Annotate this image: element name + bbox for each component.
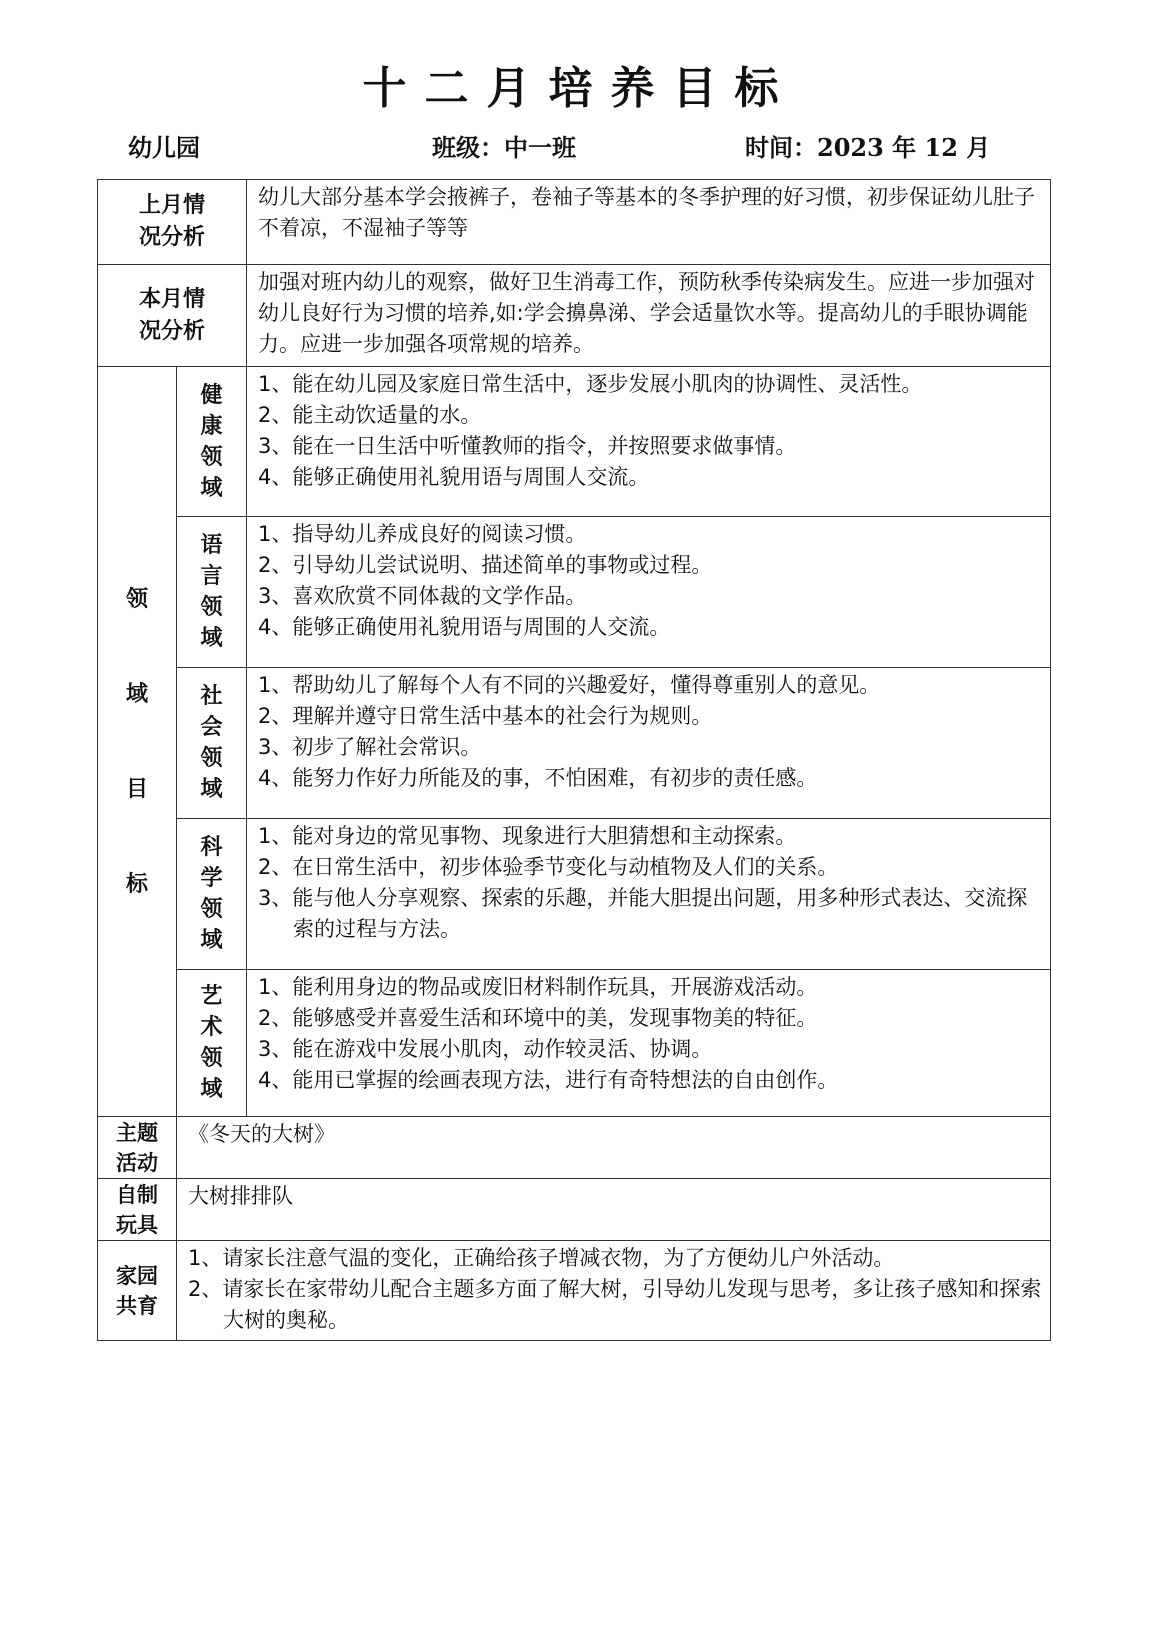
last-month-text: 幼儿大部分基本学会掖裤子，卷袖子等基本的冬季护理的好习惯，初步保证幼儿肚子不着凉，不湿袖子等等	[247, 180, 1051, 265]
social-row	[98, 668, 1051, 819]
health-domain-goals	[247, 367, 1051, 517]
home-row	[98, 1241, 1051, 1341]
plan-table	[97, 179, 1051, 1341]
language-row	[98, 517, 1051, 668]
theme-row	[98, 1117, 1051, 1179]
list-item: 2、引导幼儿尝试说明、描述简单的事物或过程。	[258, 553, 713, 577]
list-item: 3、能在游戏中发展小肌肉，动作较灵活、协调。	[258, 1037, 713, 1061]
list-item: 3、能与他人分享观察、探索的乐趣，并能大胆提出问题，用多种形式表达、交流探索的过程与方法。	[258, 886, 1028, 941]
last-month-label: 上月情况分析	[98, 180, 247, 265]
health-domain-label: 健 康 领 域	[177, 367, 247, 517]
home-text	[177, 1241, 1051, 1341]
list-item: 3、能在一日生活中听懂教师的指令，并按照要求做事情。	[258, 434, 797, 458]
list-item: 2、请家长在家带幼儿配合主题多方面了解大树，引导幼儿发现与思考，多让孩子感知和探索大树的奥秘。	[188, 1277, 1042, 1332]
list-item: 1、能在幼儿园及家庭日常生活中，逐步发展小肌肉的协调性、灵活性。	[258, 372, 923, 396]
class-label: 班级：中一班	[432, 134, 576, 162]
list-item: 1、请家长注意气温的变化，正确给孩子增减衣物，为了方便幼儿户外活动。	[188, 1246, 895, 1270]
theme-text: 《冬天的大树》	[177, 1117, 1051, 1179]
language-domain-label: 语 言 领 域	[177, 517, 247, 668]
list-item: 2、能够感受并喜爱生活和环境中的美，发现事物美的特征。	[258, 1006, 818, 1030]
domain-goals-label: 领 域 目 标	[98, 367, 177, 1117]
art-row	[98, 970, 1051, 1117]
science-domain-label: 科 学 领 域	[177, 819, 247, 970]
toy-text: 大树排排队	[177, 1179, 1051, 1241]
social-domain-label: 社 会 领 域	[177, 668, 247, 819]
list-item: 1、帮助幼儿了解每个人有不同的兴趣爱好，懂得尊重别人的意见。	[258, 673, 881, 697]
health-row	[98, 367, 1051, 517]
kindergarten-label: 幼儿园	[128, 134, 200, 162]
toy-row	[98, 1179, 1051, 1241]
science-domain-goals	[247, 819, 1051, 970]
list-item: 4、能够正确使用礼貌用语与周围的人交流。	[258, 615, 671, 639]
list-item: 3、喜欢欣赏不同体裁的文学作品。	[258, 584, 587, 608]
list-item: 2、在日常生活中，初步体验季节变化与动植物及人们的关系。	[258, 855, 839, 879]
art-domain-label: 艺 术 领 域	[177, 970, 247, 1117]
list-item: 1、指导幼儿养成良好的阅读习惯。	[258, 522, 587, 546]
list-item: 4、能努力作好力所能及的事，不怕困难，有初步的责任感。	[258, 766, 818, 790]
list-item: 2、理解并遵守日常生活中基本的社会行为规则。	[258, 704, 713, 728]
list-item: 1、能对身边的常见事物、现象进行大胆猜想和主动探索。	[258, 824, 797, 848]
list-item: 4、能够正确使用礼貌用语与周围人交流。	[258, 465, 650, 489]
art-domain-goals	[247, 970, 1051, 1117]
toy-label: 自制 玩具	[98, 1179, 177, 1241]
theme-label: 主题 活动	[98, 1117, 177, 1179]
last-month-row	[98, 180, 1051, 265]
list-item: 2、能主动饮适量的水。	[258, 403, 482, 427]
science-row	[98, 819, 1051, 970]
home-label: 家园 共育	[98, 1241, 177, 1341]
list-item: 4、能用已掌握的绘画表现方法，进行有奇特想法的自由创作。	[258, 1068, 839, 1092]
page-title: 十二月培养目标	[362, 63, 797, 114]
this-month-text: 加强对班内幼儿的观察，做好卫生消毒工作，预防秋季传染病发生。应进一步加强对幼儿良好行为习惯的培养,如:学会擤鼻涕、学会适量饮水等。提高幼儿的手眼协调能力。应进一步加强各项常规的培养。	[247, 265, 1051, 367]
list-item: 1、能利用身边的物品或废旧材料制作玩具，开展游戏活动。	[258, 975, 818, 999]
language-domain-goals	[247, 517, 1051, 668]
list-item: 3、初步了解社会常识。	[258, 735, 482, 759]
this-month-row	[98, 265, 1051, 367]
time-label: 时间：2023 年 12 月	[745, 133, 991, 162]
this-month-label: 本月情况分析	[98, 265, 247, 367]
social-domain-goals	[247, 668, 1051, 819]
